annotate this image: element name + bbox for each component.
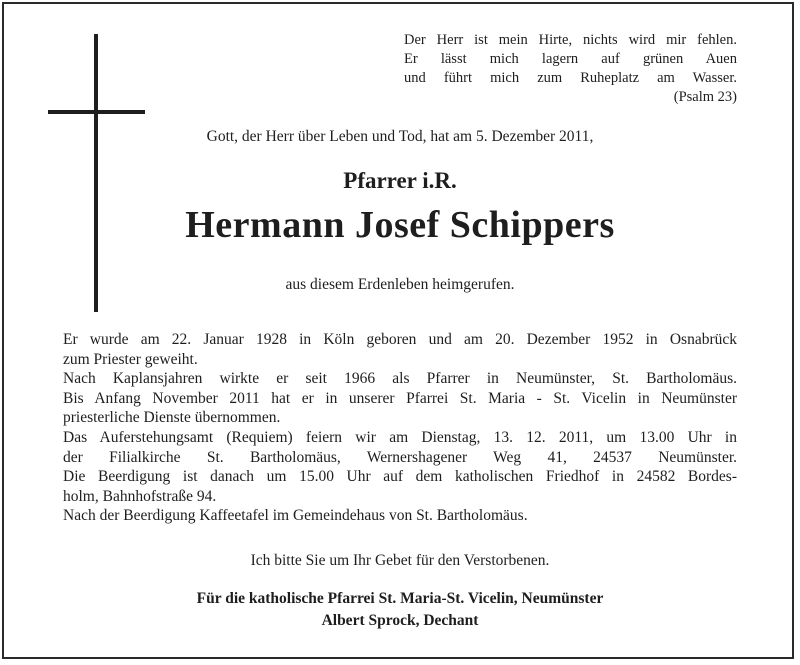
body-line: Die Beerdigung ist danach um 15.00 Uhr auf dem katholischen Friedhof in 24582 Bordes- bbox=[63, 468, 737, 486]
body-line: Er wurde am 22. Januar 1928 in Köln geboren und am 20. Dezember 1952 in Osnabrück bbox=[63, 331, 737, 348]
body-line: Nach Kaplansjahren wirkte er seit 1966 als Pfarrer in Neumünster, St. Bartholomäus. bbox=[63, 370, 737, 388]
intro-text: Gott, der Herr über Leben und Tod, hat am 5. Dezember 2011, bbox=[206, 128, 594, 145]
psalm-quote bbox=[404, 31, 737, 107]
psalm-line-3: und führt mich zum Ruheplatz am Wasser. bbox=[404, 70, 737, 86]
body-line: Nach der Beerdigung Kaffeetafel im Gemeindehaus von St. Bartholomäus. bbox=[63, 507, 528, 525]
deceased-name: Hermann Josef Schippers bbox=[185, 204, 615, 246]
signature-name: Albert Sprock, Dechant bbox=[321, 612, 479, 629]
psalm-reference: (Psalm 23) bbox=[673, 89, 737, 105]
body-line: zum Priester geweiht. bbox=[63, 350, 198, 368]
signature-parish: Für die katholische Pfarrei St. Maria-St. Vicelin, Neumünster bbox=[196, 590, 604, 607]
body-line: der Filialkirche St. Bartholomäus, Wernershagener Weg 41, 24537 Neumünster. bbox=[63, 448, 737, 466]
psalm-line-1: Der Herr ist mein Hirte, nichts wird mir fehlen. bbox=[404, 32, 737, 48]
body-line: priesterliche Dienste übernommen. bbox=[63, 409, 281, 427]
called-home-text: aus diesem Erdenleben heimgerufen. bbox=[285, 276, 515, 293]
body-line: Bis Anfang November 2011 hat er in unserer Pfarrei St. Maria - St. Vicelin in Neumünster bbox=[63, 389, 737, 407]
obituary-body bbox=[63, 330, 737, 526]
cross-vertical-bar bbox=[94, 34, 98, 312]
cross-horizontal-bar bbox=[48, 110, 145, 114]
body-line: holm, Bahnhofstraße 94. bbox=[63, 487, 217, 505]
body-line: Das Auferstehungsamt (Requiem) feiern wir am Dienstag, 13. 12. 2011, um 13.00 Uhr in bbox=[63, 428, 737, 446]
psalm-line-2: Er lässt mich lagern auf grünen Auen bbox=[404, 51, 737, 67]
prayer-request: Ich bitte Sie um Ihr Gebet für den Verstorbenen. bbox=[250, 552, 550, 569]
deceased-title: Pfarrer i.R. bbox=[343, 168, 457, 193]
